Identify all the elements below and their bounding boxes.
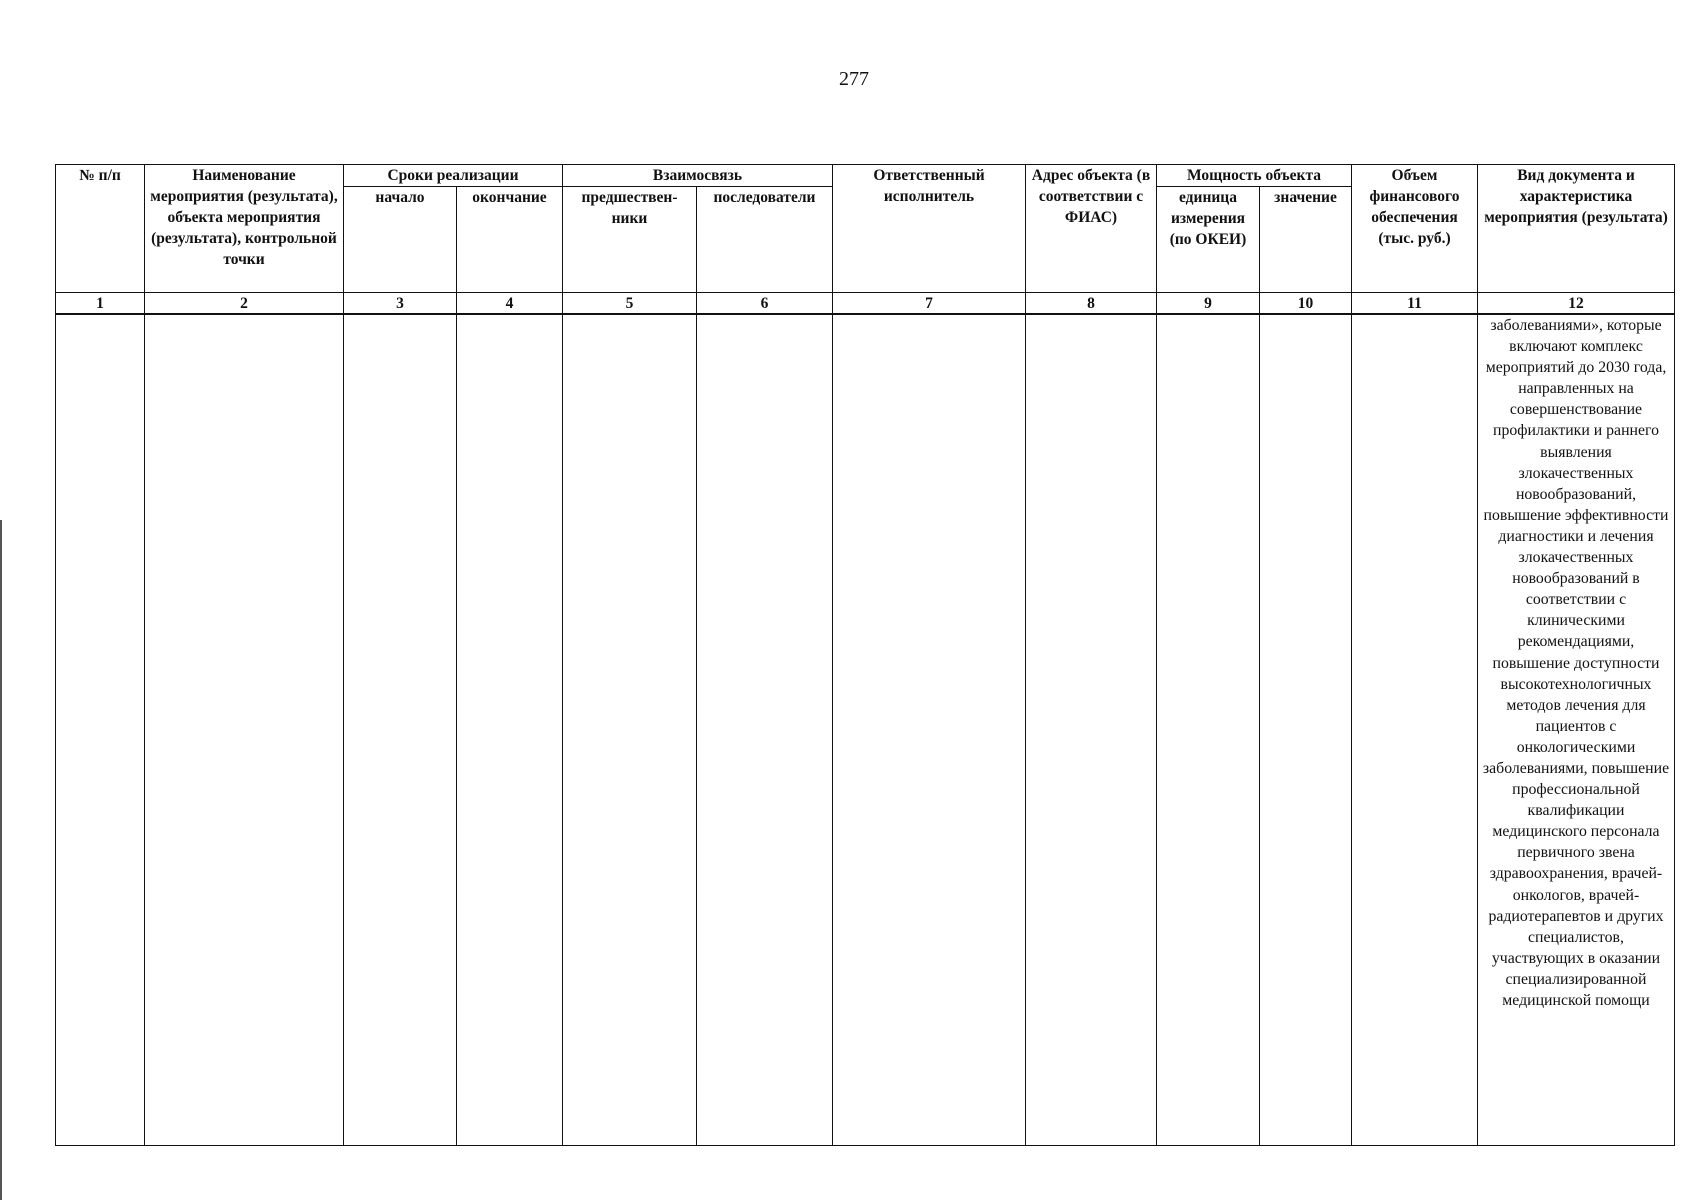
scan-edge-mark xyxy=(0,520,2,1200)
table-row xyxy=(56,314,1675,1146)
header-number: № п/п xyxy=(56,165,145,293)
header-row-top xyxy=(56,165,1675,187)
column-number: 6 xyxy=(697,293,833,315)
column-number: 12 xyxy=(1478,293,1675,315)
column-number: 9 xyxy=(1157,293,1260,315)
header-responsible: Ответственный исполнитель xyxy=(833,165,1026,293)
cell-capacity-unit xyxy=(1157,314,1260,1146)
cell-predecessors xyxy=(563,314,697,1146)
header-document: Вид документа и характеристика мероприятия (результата) xyxy=(1478,165,1675,293)
cell-end xyxy=(457,314,563,1146)
main-table xyxy=(55,164,1675,1146)
header-address: Адрес объекта (в соответствии с ФИАС) xyxy=(1026,165,1157,293)
header-name: Наименование мероприятия (результата), объекта мероприятия (результата), контрольной точки xyxy=(145,165,344,293)
cell-start xyxy=(344,314,457,1146)
column-number: 2 xyxy=(145,293,344,315)
cell-successors xyxy=(697,314,833,1146)
column-number-row xyxy=(56,293,1675,315)
header-relation-successors: последователи xyxy=(697,187,833,293)
cell-document-description: заболеваниями», которые включают комплекс мероприятий до 2030 года, направленных на совершенствование профилактики и раннего выявления злокачественных новообразований, повышение эффективности диагностики и лечения злокачественных новообразований в соответствии с клиническими рекомендациями, повышение доступности высокотехнологичных методов лечения для пациентов с онкологическими заболеваниями, повышение профессиональной квалификации медицинского персонала первичного звена здравоохранения, врачей-онкологов, врачей-радиотерапевтов и других специалистов, участвующих в оказании специализированной медицинской помощи xyxy=(1478,314,1675,1146)
column-number: 10 xyxy=(1260,293,1352,315)
header-relation-predecessors: предшествен-ники xyxy=(563,187,697,293)
column-number: 11 xyxy=(1352,293,1478,315)
column-number: 1 xyxy=(56,293,145,315)
cell-capacity-value xyxy=(1260,314,1352,1146)
header-capacity-unit: единица измерения (по ОКЕИ) xyxy=(1157,187,1260,293)
header-timeline-start: начало xyxy=(344,187,457,293)
column-number: 7 xyxy=(833,293,1026,315)
header-timeline-group: Сроки реализации xyxy=(344,165,563,187)
column-number: 8 xyxy=(1026,293,1157,315)
column-number: 3 xyxy=(344,293,457,315)
cell-name xyxy=(145,314,344,1146)
header-finance: Объем финансового обеспечения (тыс. руб.) xyxy=(1352,165,1478,293)
cell-address xyxy=(1026,314,1157,1146)
page-number: 277 xyxy=(839,68,869,90)
header-relation-group: Взаимосвязь xyxy=(563,165,833,187)
cell-number xyxy=(56,314,145,1146)
cell-responsible xyxy=(833,314,1026,1146)
header-timeline-end: окончание xyxy=(457,187,563,293)
column-number: 4 xyxy=(457,293,563,315)
header-capacity-value: значение xyxy=(1260,187,1352,293)
column-number: 5 xyxy=(563,293,697,315)
header-capacity-group: Мощность объекта xyxy=(1157,165,1352,187)
cell-finance xyxy=(1352,314,1478,1146)
